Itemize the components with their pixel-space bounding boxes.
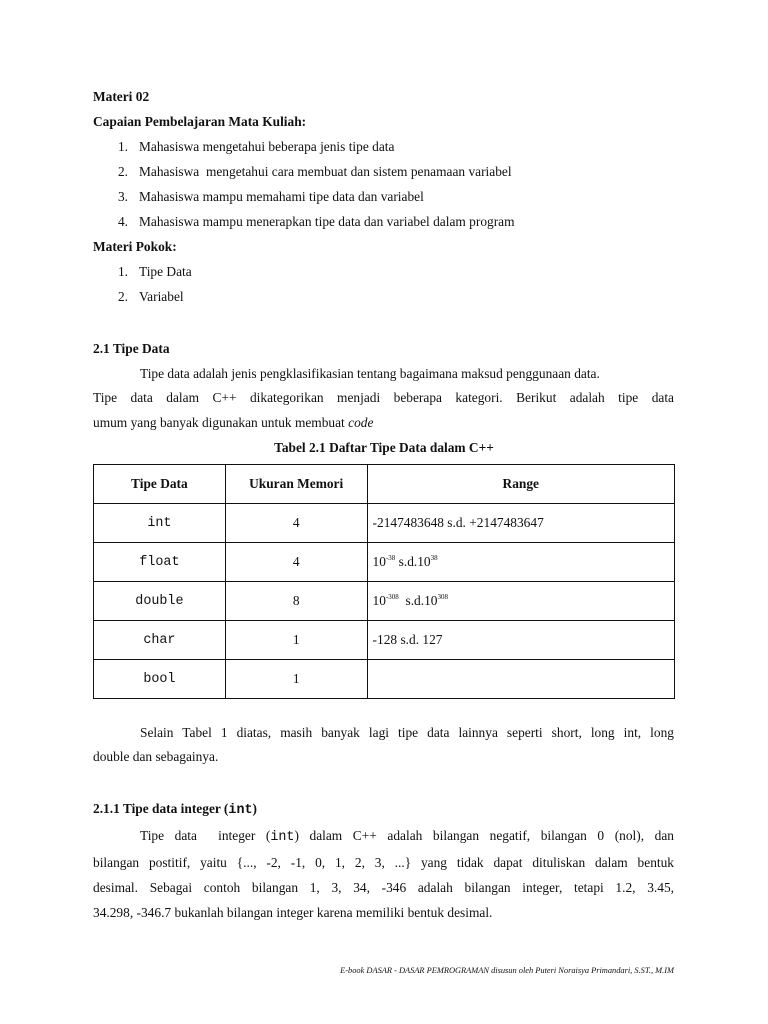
section-heading: 2.1 Tipe Data	[93, 341, 170, 356]
table-header-cell: Ukuran Memori	[225, 465, 367, 504]
table-cell-range	[367, 543, 674, 582]
table-cell-range	[367, 660, 674, 699]
range-separator: s.d.10	[398, 593, 438, 608]
materi-title: Materi 02	[93, 89, 150, 104]
capaian-heading: Capaian Pembelajaran Mata Kuliah:	[93, 114, 307, 129]
page-footer: E-book DASAR - DASAR PEMROGRAMAN disusun oleh Puteri Noraisya Primandari, S.ST., M.IM	[340, 966, 674, 975]
table-cell-range	[367, 582, 674, 621]
table-row	[94, 621, 675, 660]
table-cell-size: 4	[225, 504, 367, 543]
table-cell-type: int	[94, 504, 226, 543]
table-cell-type: bool	[94, 660, 226, 699]
table-cell-type: float	[94, 543, 226, 582]
list-text: Mahasiswa mengetahui beberapa jenis tipe data	[139, 139, 395, 154]
heading-text: )	[252, 801, 257, 816]
table-header-cell: Tipe Data	[94, 465, 226, 504]
table-header-row	[94, 465, 675, 504]
paragraph-text: umum yang banyak digunakan untuk membuat	[93, 415, 349, 430]
heading-code: int	[228, 803, 253, 818]
range-exponent: -308	[385, 593, 399, 601]
list-number: 2.	[117, 289, 128, 304]
table-row	[94, 582, 675, 621]
range-base: 10	[372, 593, 386, 608]
code-term: code	[348, 415, 374, 430]
table-cell-range: -2147483648 s.d. +2147483647	[367, 504, 674, 543]
range-exponent: 38	[430, 554, 438, 562]
list-number: 4.	[117, 214, 128, 229]
list-text: Tipe Data	[139, 264, 192, 279]
paragraph-line: double dan sebagainya.	[93, 749, 219, 764]
paragraph-line: Tipe data dalam C++ dikategorikan menjadi beberapa kategori. Berikut adalah tipe data	[93, 390, 674, 405]
table-cell-size: 1	[225, 621, 367, 660]
table-cell-type: char	[94, 621, 226, 660]
list-text: Variabel	[139, 289, 184, 304]
paragraph-line: Tipe data adalah jenis pengklasifikasian tentang bagaimana maksud penggunaan data.	[140, 366, 600, 381]
inline-code: int	[270, 830, 295, 845]
paragraph-line: Selain Tabel 1 diatas, masih banyak lagi tipe data lainnya seperti short, long int, long	[140, 725, 674, 740]
range-exponent: 308	[437, 593, 448, 601]
list-number: 3.	[117, 189, 128, 204]
table-row	[94, 543, 675, 582]
heading-text: 2.1.1 Tipe data integer (	[93, 801, 229, 816]
range-separator: s.d.10	[395, 554, 431, 569]
table-cell-size: 1	[225, 660, 367, 699]
table-caption: Tabel 2.1 Daftar Tipe Data dalam C++	[274, 440, 494, 455]
list-number: 1.	[117, 264, 128, 279]
list-text: Mahasiswa mampu menerapkan tipe data dan variabel dalam program	[139, 214, 515, 229]
table-cell-size: 8	[225, 582, 367, 621]
table-row	[94, 660, 675, 699]
list-number: 1.	[117, 139, 128, 154]
list-number: 2.	[117, 164, 128, 179]
table-cell-type: double	[94, 582, 226, 621]
paragraph-text: Tipe data integer (	[140, 828, 271, 843]
range-base: 10	[372, 554, 386, 569]
range-exponent: -38	[385, 554, 396, 562]
paragraph-line	[140, 829, 674, 844]
table-row	[94, 504, 675, 543]
list-text: Mahasiswa mampu memahami tipe data dan variabel	[139, 189, 424, 204]
paragraph-line: bilangan postitif, yaitu {..., -2, -1, 0, 1, 2, 3, ...} yang tidak dapat dituliskan dalam bentuk	[93, 855, 674, 870]
table-header-cell: Range	[367, 465, 674, 504]
paragraph-line	[93, 416, 373, 429]
subsection-heading	[93, 802, 257, 817]
table-cell-size: 4	[225, 543, 367, 582]
paragraph-text: ) dalam C++ adalah bilangan negatif, bilangan 0 (nol), dan	[294, 828, 674, 843]
materi-pokok-heading: Materi Pokok:	[93, 239, 177, 254]
paragraph-line: desimal. Sebagai contoh bilangan 1, 3, 34, -346 adalah bilangan integer, tetapi 1.2, 3.45,	[93, 880, 674, 895]
data-type-table	[93, 464, 675, 699]
table-cell-range: -128 s.d. 127	[367, 621, 674, 660]
paragraph-line: 34.298, -346.7 bukanlah bilangan integer karena memiliki bentuk desimal.	[93, 905, 493, 920]
list-text: Mahasiswa mengetahui cara membuat dan sistem penamaan variabel	[139, 164, 512, 179]
